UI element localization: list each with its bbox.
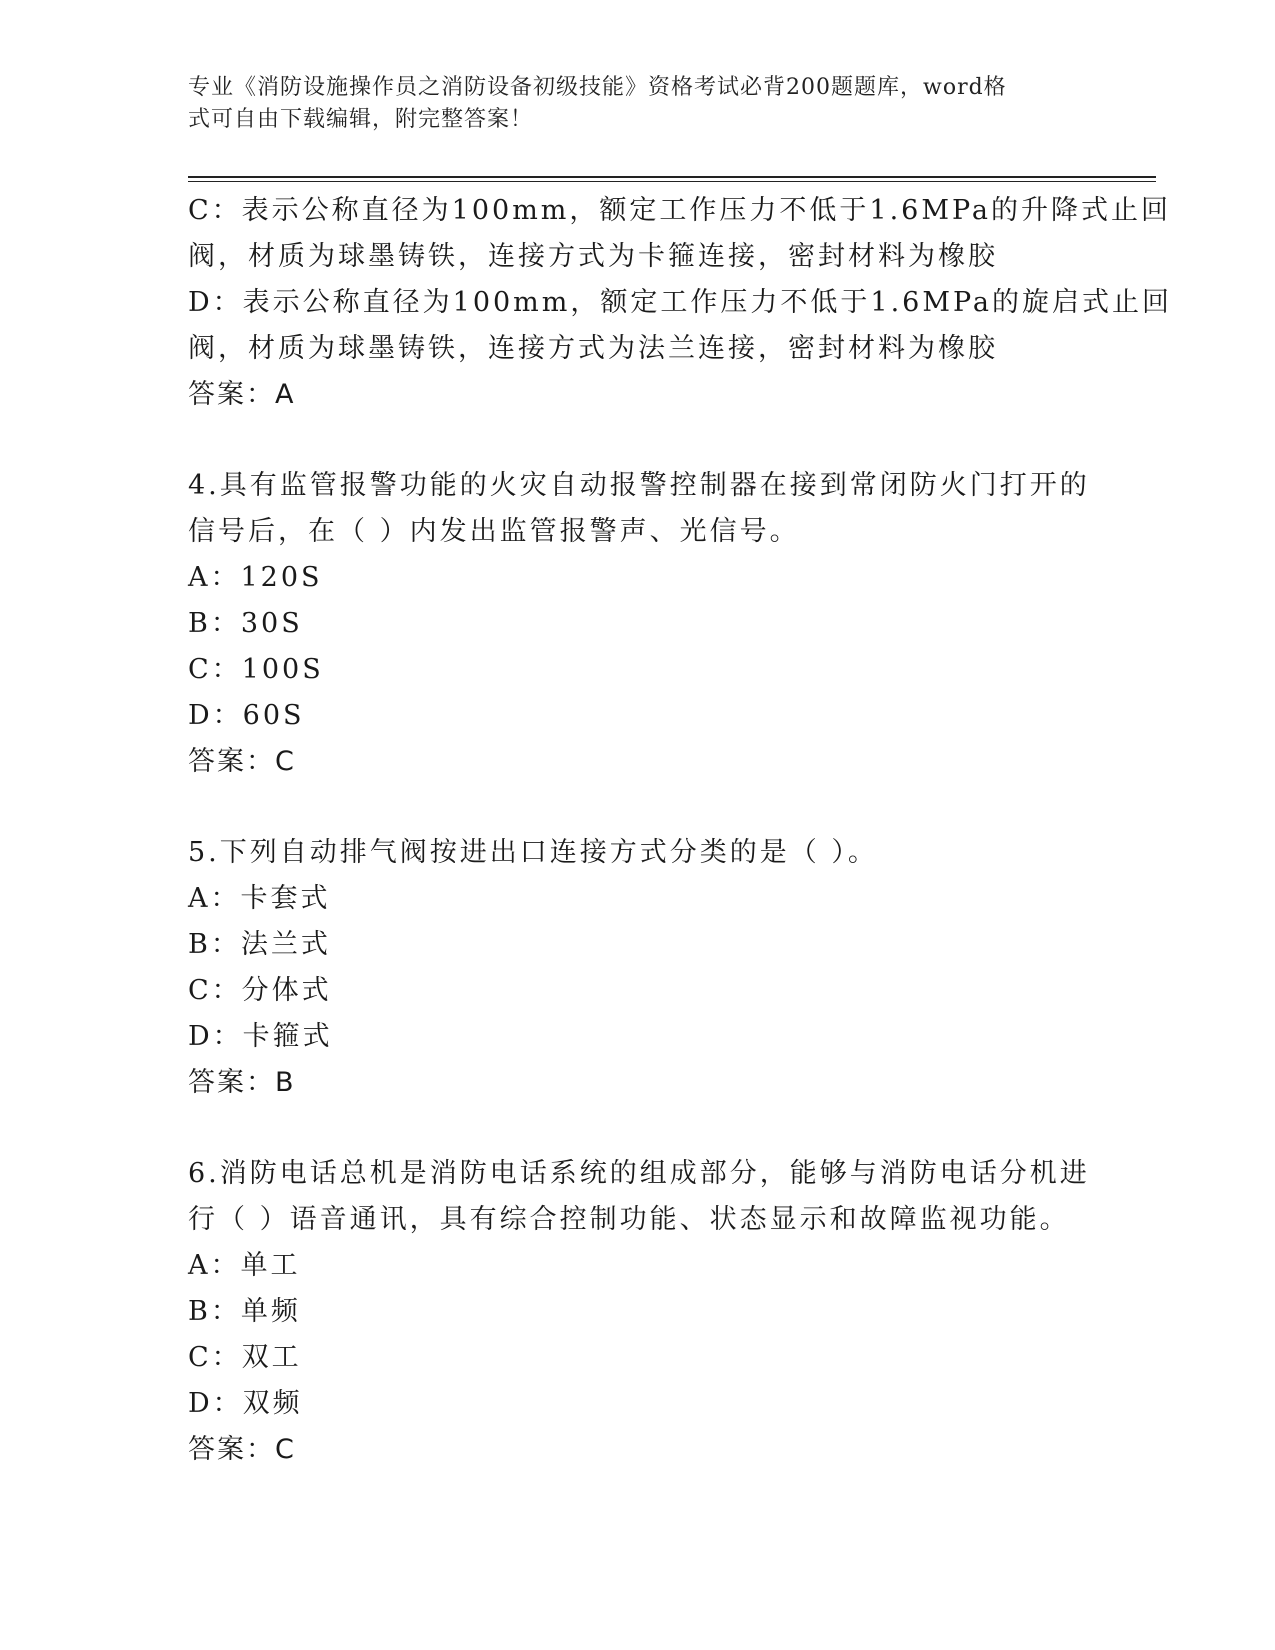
option-a: A：单工	[188, 1250, 301, 1281]
answer-line: 答案：C	[188, 1434, 296, 1465]
header-divider-thick	[188, 176, 1156, 178]
header-line-2: 式可自由下载编辑，附完整答案！	[188, 107, 534, 132]
question-3-tail	[188, 188, 1173, 418]
answer-line: 答案：B	[188, 1067, 296, 1098]
option-c-line-1: C：表示公称直径为100mm，额定工作压力不低于1.6MPa的升降式止回	[188, 195, 1172, 226]
option-c-line-2: 阀，材质为球墨铸铁，连接方式为卡箍连接，密封材料为橡胶	[188, 241, 998, 272]
question-6	[188, 1151, 1088, 1473]
option-d-line-2: 阀，材质为球墨铸铁，连接方式为法兰连接，密封材料为橡胶	[188, 333, 998, 364]
option-c: C：双工	[188, 1342, 302, 1373]
option-a: A：卡套式	[188, 883, 331, 914]
option-b: B：法兰式	[188, 929, 331, 960]
question-stem-line-1: 6.消防电话总机是消防电话系统的组成部分，能够与消防电话分机进	[188, 1158, 1090, 1189]
answer-line: 答案：C	[188, 746, 296, 777]
option-c: C：100S	[188, 654, 324, 685]
question-5	[188, 830, 1088, 1106]
question-stem-line-2: 信号后，在（ ）内发出监管报警声、光信号。	[188, 516, 800, 547]
option-d: D：双频	[188, 1388, 303, 1419]
option-b: B：单频	[188, 1296, 301, 1327]
header-divider-thin	[188, 181, 1156, 182]
answer-line: 答案：A	[188, 379, 296, 410]
question-4	[188, 463, 1088, 785]
header-line-1: 专业《消防设施操作员之消防设备初级技能》资格考试必背200题题库，word格	[188, 75, 1007, 100]
question-stem-line-1: 5.下列自动排气阀按进出口连接方式分类的是（ ）。	[188, 837, 878, 868]
question-stem-line-2: 行（ ）语音通讯，具有综合控制功能、状态显示和故障监视功能。	[188, 1204, 1070, 1235]
option-c: C：分体式	[188, 975, 332, 1006]
question-stem-line-1: 4.具有监管报警功能的火灾自动报警控制器在接到常闭防火门打开的	[188, 470, 1090, 501]
option-b: B：30S	[188, 608, 303, 639]
option-d: D：60S	[188, 700, 305, 731]
option-d: D：卡箍式	[188, 1021, 333, 1052]
option-d-line-1: D：表示公称直径为100mm，额定工作压力不低于1.6MPa的旋启式止回	[188, 287, 1173, 318]
option-a: A：120S	[188, 562, 323, 593]
question-content	[188, 188, 1173, 1473]
document-header	[188, 72, 1068, 136]
